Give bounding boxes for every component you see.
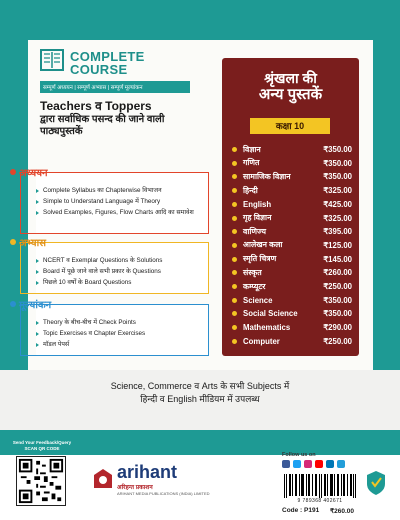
book-list-item bbox=[232, 307, 352, 320]
list-item: Complete Syllabus का Chapterwise विभाजन bbox=[36, 187, 204, 195]
bullet-icon bbox=[232, 243, 237, 248]
bullet-icon bbox=[232, 202, 237, 207]
list-item: Simple to Understand Language में Theory bbox=[36, 198, 204, 206]
book-list-item bbox=[232, 212, 352, 225]
publisher-hindi: अरिहन्त प्रकाशन bbox=[117, 485, 153, 491]
book-list-item bbox=[232, 253, 352, 266]
book-price-value: ₹290.00 bbox=[323, 323, 352, 333]
book-title: हिन्दी bbox=[243, 185, 258, 195]
book-list-item bbox=[232, 170, 352, 183]
book-title: सामाजिक विज्ञान bbox=[243, 171, 291, 181]
list-item: मॉडल पेपर्स bbox=[36, 341, 204, 349]
section-title: मूल्यांकन bbox=[10, 297, 51, 311]
list-item: Board में पूछे जाने वाले सभी प्रकार के Questions bbox=[36, 268, 204, 276]
book-list-item bbox=[232, 335, 352, 348]
twitter-icon[interactable] bbox=[293, 460, 301, 468]
book-title: Social Science bbox=[243, 309, 298, 319]
availability-line2: हिन्दी व English मीडियम में उपलब्ध bbox=[140, 394, 260, 404]
list-item: Solved Examples, Figures, Flow Charts आदि का समावेश bbox=[36, 209, 204, 217]
bullet-icon bbox=[232, 311, 237, 316]
bullet-icon bbox=[10, 239, 16, 245]
book-icon bbox=[40, 48, 64, 72]
bullet-icon bbox=[232, 147, 237, 152]
book-title: Mathematics bbox=[243, 323, 291, 333]
book-price-value: ₹125.00 bbox=[323, 240, 352, 250]
book-list-item bbox=[232, 198, 352, 211]
book-price-value: ₹250.00 bbox=[323, 282, 352, 291]
bullet-icon bbox=[232, 270, 237, 275]
book-title: आलेखन कला bbox=[243, 240, 283, 250]
section-study bbox=[19, 168, 209, 234]
book-price-value: ₹350.00 bbox=[323, 145, 352, 154]
book-list-item bbox=[232, 143, 352, 156]
book-list-item bbox=[232, 266, 352, 279]
book-list-item bbox=[232, 157, 352, 170]
bullet-icon bbox=[232, 161, 237, 166]
book-title: वाणिज्य bbox=[243, 226, 266, 236]
list-item: Theory के बीच-बीच में Check Points bbox=[36, 319, 204, 327]
book-price: ₹260.00 bbox=[330, 508, 355, 515]
logo-line1: COMPLETE bbox=[70, 49, 145, 64]
book-title: Computer bbox=[243, 336, 280, 346]
instagram-icon[interactable] bbox=[304, 460, 312, 468]
book-price-value: ₹325.00 bbox=[323, 213, 352, 223]
book-price-value: ₹395.00 bbox=[323, 227, 352, 237]
book-title: Science bbox=[243, 295, 273, 305]
list-item: पिछले 10 वर्षों के Board Questions bbox=[36, 279, 204, 287]
follow-label: Follow us on bbox=[282, 452, 316, 458]
youtube-icon[interactable] bbox=[315, 460, 323, 468]
book-title: स्मृति चित्रण bbox=[243, 254, 277, 264]
other-books-panel bbox=[222, 58, 359, 356]
book-title: कम्प्यूटर bbox=[243, 281, 266, 291]
arihant-logo-icon bbox=[93, 468, 113, 490]
class-badge: कक्षा 10 bbox=[250, 118, 330, 134]
teachers-heading: Teachers व Toppers bbox=[40, 99, 152, 113]
book-price-value: ₹145.00 bbox=[323, 254, 352, 264]
section-practice bbox=[19, 238, 209, 294]
section-frame-left bbox=[20, 304, 36, 356]
section-evaluation bbox=[19, 300, 209, 356]
book-title: विज्ञान bbox=[243, 144, 261, 154]
bullet-icon bbox=[232, 229, 237, 234]
section-frame-left bbox=[20, 172, 36, 234]
bullet-icon bbox=[232, 257, 237, 262]
book-title: गणित bbox=[243, 158, 260, 168]
telegram-icon[interactable] bbox=[337, 460, 345, 468]
availability-line1: Science, Commerce व Arts के सभी Subjects में bbox=[110, 381, 290, 391]
bullet-icon bbox=[232, 339, 237, 344]
bullet-icon bbox=[232, 174, 237, 179]
book-price-value: ₹350.00 bbox=[323, 309, 352, 319]
book-list-item bbox=[232, 280, 352, 293]
list-item: NCERT व Exemplar Questions के Solutions bbox=[36, 257, 204, 265]
facebook-icon[interactable] bbox=[282, 460, 290, 468]
isbn-number: 9 789368 402671 bbox=[297, 498, 343, 504]
logo-tagline: सम्पूर्ण अध्ययन | सम्पूर्ण अभ्यास | सम्पूर्ण मूल्यांकन bbox=[40, 81, 190, 93]
book-title: English bbox=[243, 199, 272, 209]
bullet-icon bbox=[232, 325, 237, 330]
social-icons bbox=[282, 460, 345, 468]
book-code: Code : P191 bbox=[282, 507, 320, 514]
book-price-value: ₹350.00 bbox=[323, 172, 352, 182]
book-list-item bbox=[232, 184, 352, 197]
linkedin-icon[interactable] bbox=[326, 460, 334, 468]
bullet-icon bbox=[10, 301, 16, 307]
list-item: Topic Exercises व Chapter Exercises bbox=[36, 330, 204, 338]
book-price-value: ₹250.00 bbox=[323, 336, 352, 346]
section-frame-left bbox=[20, 242, 36, 294]
logo-line2: COURSE bbox=[70, 62, 128, 77]
publisher-name: arihant bbox=[117, 462, 178, 482]
series-title-line1: श्रृंखला की bbox=[264, 70, 317, 86]
section-title: अध्ययन bbox=[10, 165, 48, 179]
book-price-value: ₹260.00 bbox=[323, 268, 352, 278]
book-title: गृह विज्ञान bbox=[243, 213, 272, 222]
section-title: अभ्यास bbox=[10, 235, 46, 249]
book-price-value: ₹350.00 bbox=[323, 295, 352, 305]
sub-heading: द्वारा सर्वाधिक पसन्द की जाने वाली पाठ्यपुस्तकें bbox=[40, 114, 165, 137]
series-title-line2: अन्य पुस्तकें bbox=[258, 86, 323, 103]
book-list-item bbox=[232, 239, 352, 252]
book-price-value: ₹325.00 bbox=[323, 186, 352, 196]
book-price-value: ₹425.00 bbox=[323, 199, 352, 209]
bullet-icon bbox=[232, 284, 237, 289]
barcode bbox=[281, 473, 359, 501]
qr-label: Send Your Feedback/Query SCAN QR CODE bbox=[12, 440, 72, 451]
book-title: संस्कृत bbox=[243, 267, 262, 277]
book-list-item bbox=[232, 294, 352, 307]
book-price-value: ₹350.00 bbox=[323, 158, 352, 168]
book-list-item bbox=[232, 321, 352, 334]
qr-code[interactable] bbox=[16, 456, 66, 506]
book-list-item bbox=[232, 225, 352, 238]
bullet-icon bbox=[232, 188, 237, 193]
hologram-shield-icon bbox=[366, 470, 386, 496]
publisher-sub: ARIHANT MEDIA PUBLICATIONS (INDIA) LIMITED bbox=[117, 491, 210, 496]
bullet-icon bbox=[232, 216, 237, 221]
bullet-icon bbox=[232, 298, 237, 303]
bullet-icon bbox=[10, 169, 16, 175]
